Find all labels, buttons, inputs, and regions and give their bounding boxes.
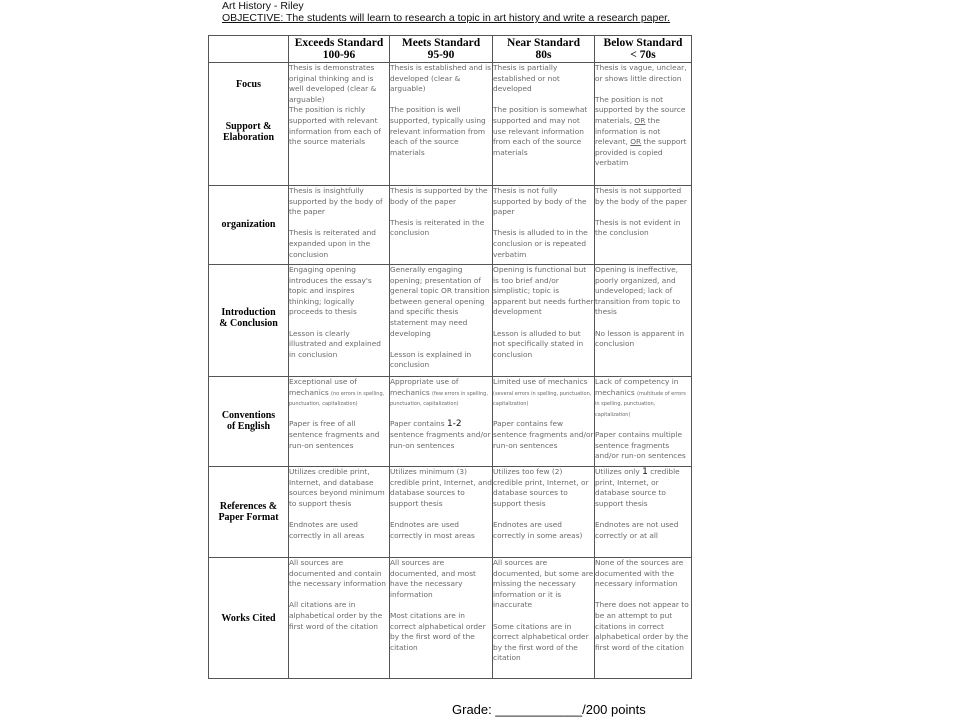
category-paper-format: Paper Format — [218, 512, 279, 523]
criteria-text: Endnotes are used correctly in all areas — [289, 519, 365, 540]
criteria-cell-near — [493, 467, 595, 558]
column-header-near — [493, 36, 595, 63]
criteria-cell-near — [493, 265, 595, 377]
criteria-text: Some citations are in correct alphabetical order by the first word of the citation — [493, 621, 589, 663]
criteria-text: Thesis is not fully supported by body of the paper — [493, 186, 587, 217]
criteria-text: Thesis is established and is developed (clear & arguable) — [390, 63, 492, 94]
criteria-cell-below — [595, 558, 692, 679]
category-conclusion: & Conclusion — [219, 318, 278, 329]
criteria-note: (few errors in spelling, punctuation, capitalization) — [390, 390, 488, 408]
category-works-cited: Works Cited — [221, 613, 276, 624]
criteria-cell-below — [595, 63, 692, 186]
criteria-text: Paper contains few sentence fragments and/or run-on sentences — [493, 419, 594, 450]
category-conventions: Conventions — [221, 410, 276, 421]
criteria-cell-meets — [390, 558, 493, 679]
criteria-text: Utilizes credible print, Internet, and database sources beyond minimum to support thesis — [289, 467, 385, 508]
criteria-text: Thesis is alluded to in the conclusion or is repeated verbatim — [493, 228, 588, 259]
page-title: Art History - Riley — [222, 0, 304, 12]
criteria-text-part: Utilizes only — [595, 467, 640, 476]
criteria-text: Lesson is explained in conclusion — [390, 349, 472, 370]
criteria-text: Opening is ineffective, poorly organized, and undeveloped; lack of transition from topic to thesis — [595, 265, 681, 317]
criteria-text: Utilizes minimum (3) credible print, Internet, and database sources to support thesis — [390, 467, 492, 508]
or-emphasis: OR — [630, 137, 642, 147]
column-label: Exceeds Standard — [294, 37, 384, 49]
criteria-text-part: Limited use of mechanics — [493, 377, 588, 386]
criteria-cell-meets — [390, 186, 493, 265]
category-cell — [209, 186, 289, 265]
criteria-cell-below — [595, 377, 692, 467]
criteria-text: All sources are documented and contain the necessary information — [289, 558, 386, 589]
column-range: 100-96 — [322, 49, 356, 61]
criteria-cell-meets — [390, 377, 493, 467]
criteria-text: Generally engaging opening; presentation of general topic OR transition between general opening and specific thesis statement may need developing — [390, 265, 490, 338]
rubric-corner-cell — [209, 36, 289, 63]
criteria-text: Most citations are in correct alphabetical order by the first word of the citation — [390, 610, 486, 652]
grade-line: Grade: ____________/200 points — [452, 702, 646, 717]
criteria-cell-exceeds — [289, 186, 390, 265]
column-range: < 70s — [630, 49, 656, 61]
criteria-cell-near — [493, 377, 595, 467]
criteria-text: Opening is functional but is too brief and/or simplistic; topic is apparent but needs further development — [493, 265, 594, 317]
rubric-header-row — [209, 36, 692, 63]
column-header-below — [595, 36, 692, 63]
rubric-row-organization — [209, 186, 692, 265]
criteria-text: Thesis is not supported by the body of the paper — [595, 186, 687, 206]
criteria-text — [493, 377, 594, 409]
criteria-cell-meets — [390, 265, 493, 377]
criteria-cell-below — [595, 265, 692, 377]
category-introduction: Introduction — [221, 307, 276, 318]
criteria-text: The position is somewhat supported and may not use relevant information from each of the source materials — [493, 105, 588, 157]
criteria-text: Thesis is partially established or not developed — [493, 63, 560, 94]
criteria-cell-meets — [390, 63, 493, 186]
category-organization: organization — [221, 219, 276, 230]
criteria-cell-exceeds — [289, 467, 390, 558]
criteria-note: (several errors in spelling, punctuation, capitalization) — [493, 390, 592, 408]
category-cell — [209, 467, 289, 558]
column-label: Below Standard — [603, 37, 683, 49]
column-range: 80s — [535, 49, 552, 61]
rubric-table — [208, 35, 692, 679]
criteria-text: None of the sources are documented with the necessary information — [595, 558, 684, 589]
criteria-text: Endnotes are not used correctly or at all — [595, 519, 679, 540]
criteria-cell-meets — [390, 467, 493, 558]
criteria-cell-exceeds — [289, 265, 390, 377]
criteria-text: Endnotes are used correctly in most areas — [390, 519, 475, 540]
criteria-text: Endnotes are used correctly in some areas) — [493, 519, 583, 540]
criteria-cell-below — [595, 467, 692, 558]
rubric-row-intro-conclusion — [209, 265, 692, 377]
category-cell — [209, 63, 289, 186]
criteria-text: All sources are documented, but some are missing the necessary information or it is inaccurate — [493, 558, 594, 610]
category-cell — [209, 558, 289, 679]
category-cell — [209, 377, 289, 467]
criteria-text: All sources are documented, and most have the necessary information — [390, 558, 476, 599]
category-support: Support & — [225, 121, 272, 132]
criteria-text: The position is well supported, typically using relevant information from each of the source materials — [390, 105, 486, 157]
criteria-number: 1-2 — [446, 419, 462, 430]
criteria-text-part: Paper contains — [390, 419, 445, 429]
category-elaboration: Elaboration — [222, 132, 275, 143]
criteria-text — [390, 377, 492, 409]
criteria-text-part: Lack of competency in mechanics — [595, 377, 679, 397]
criteria-cell-near — [493, 186, 595, 265]
rubric-row-works-cited — [209, 558, 692, 679]
criteria-text: All citations are in alphabetical order by the first word of the citation — [289, 600, 383, 631]
category-references: References & — [219, 501, 278, 512]
criteria-cell-exceeds — [289, 63, 390, 186]
criteria-text — [390, 419, 492, 451]
column-header-exceeds — [289, 36, 390, 63]
criteria-text: No lesson is apparent in conclusion — [595, 328, 685, 349]
column-header-meets — [390, 36, 493, 63]
objective-statement: OBJECTIVE: The students will learn to research a topic in art history and write a research paper. — [222, 12, 671, 24]
criteria-text — [595, 95, 691, 169]
criteria-text: Lesson is clearly illustrated and explained in conclusion — [289, 328, 381, 359]
column-label: Meets Standard — [401, 37, 481, 49]
criteria-text: Thesis is supported by the body of the paper — [390, 186, 488, 206]
or-emphasis: OR — [634, 115, 646, 125]
criteria-text: There does not appear to be an attempt to put citations in correct alphabetical order by the first word of the citation — [595, 600, 689, 652]
criteria-text: Utilizes too few (2) credible print, Internet, or database sources to support thesis — [493, 467, 589, 508]
criteria-text — [289, 377, 389, 409]
criteria-number: 1 — [642, 467, 648, 477]
criteria-text-part: credible print, Internet, or database source to support thesis — [595, 467, 680, 508]
criteria-cell-below — [595, 186, 692, 265]
criteria-text: Thesis is reiterated and expanded upon in the conclusion — [289, 228, 376, 259]
criteria-text: Paper contains multiple sentence fragments and/or run-on sentences — [595, 429, 686, 461]
category-focus: Focus — [236, 79, 261, 90]
criteria-text-part: Appropriate use of mechanics — [390, 377, 459, 397]
rubric-row-conventions — [209, 377, 692, 467]
criteria-cell-near — [493, 63, 595, 186]
criteria-text: Engaging opening introduces the essay's topic and inspires thinking; logically proceeds to thesis — [289, 265, 372, 317]
criteria-text-part: Exceptional use of mechanics — [289, 377, 357, 397]
rubric-row-focus-support — [209, 63, 692, 186]
criteria-cell-exceeds — [289, 558, 390, 679]
criteria-text: Thesis is vague, unclear, or shows little direction — [595, 63, 687, 83]
rubric-row-references — [209, 467, 692, 558]
criteria-text: Thesis is reiterated in the conclusion — [390, 217, 485, 238]
category-of-english: of English — [226, 421, 271, 432]
criteria-note: (multitude of errors in spelling, punctuation, capitalization) — [595, 390, 686, 418]
criteria-cell-exceeds — [289, 377, 390, 467]
column-range: 95-90 — [427, 49, 455, 61]
criteria-text: Thesis is insightfully supported by the body of the paper — [289, 186, 383, 217]
column-label: Near Standard — [507, 37, 580, 49]
criteria-text: Thesis is demonstrates original thinking and is well developed (clear & arguable) — [289, 63, 377, 104]
criteria-cell-near — [493, 558, 595, 679]
criteria-text — [595, 377, 691, 419]
criteria-text-part: the support provided is copied verbatim — [595, 137, 687, 168]
criteria-text-part: The position is not supported by the source materials, — [595, 94, 686, 125]
criteria-text-part: the information is not relevant, — [595, 115, 661, 147]
criteria-text — [595, 467, 691, 509]
criteria-text: Lesson is alluded to but not specifically stated in conclusion — [493, 328, 584, 359]
criteria-text: Paper is free of all sentence fragments and run-on sentences — [289, 419, 380, 450]
category-cell — [209, 265, 289, 377]
criteria-text: The position is richly supported with relevant information from each of the source materials — [289, 105, 381, 147]
criteria-text: Thesis is not evident in the conclusion — [595, 217, 681, 238]
criteria-text-part: sentence fragments and/or run-on sentences — [390, 429, 491, 450]
criteria-note: (no errors in spelling, punctuation, capitalization) — [289, 390, 385, 408]
